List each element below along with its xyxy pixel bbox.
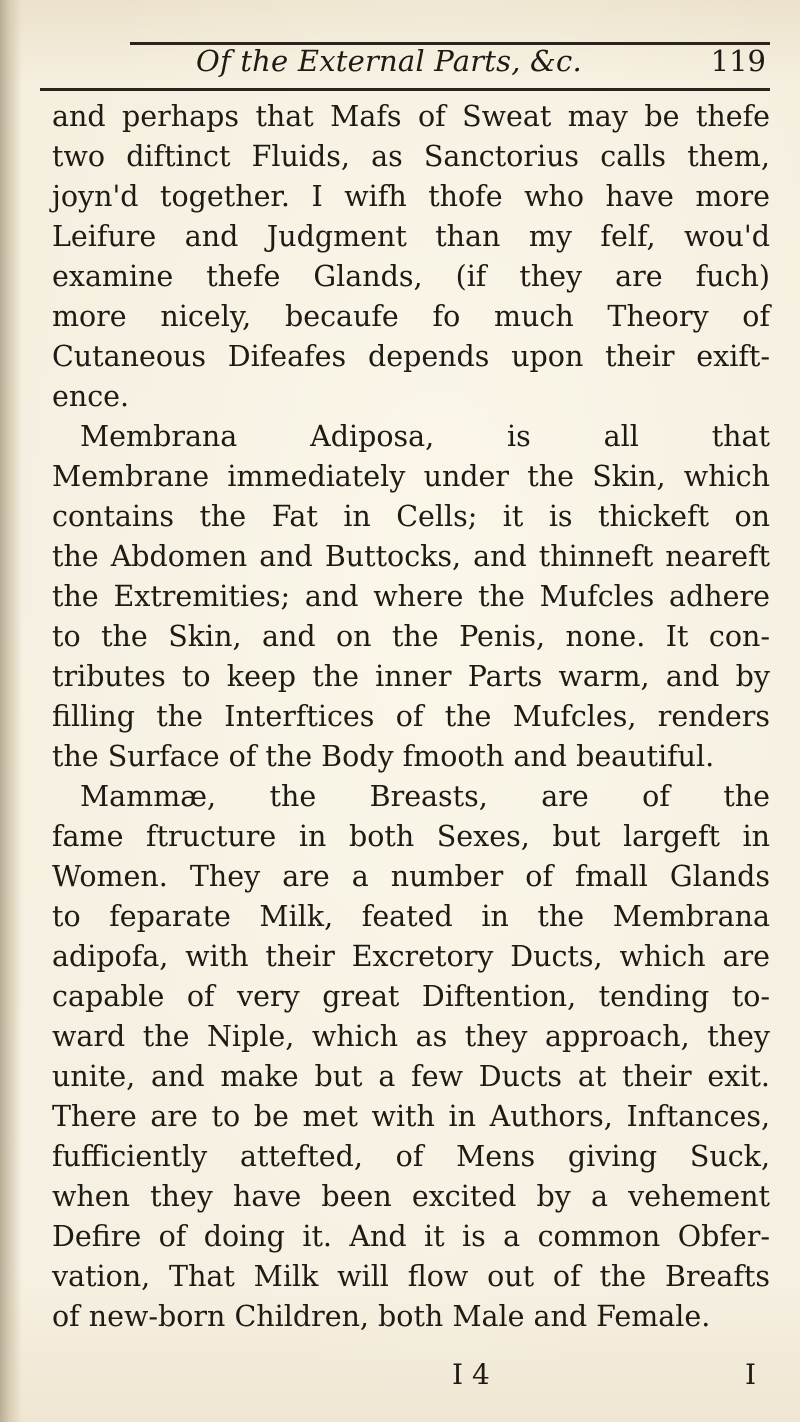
text-line: fufficiently attefted, of Mens giving Suck, xyxy=(52,1140,770,1173)
text-line: ward the Niple, which as they approach, they xyxy=(52,1020,770,1053)
paragraph-mammae: Mammæ, the Breasts, are of the xyxy=(80,780,770,813)
text-line: two diftinct Fluids, as Sanctorius calls them, xyxy=(52,140,770,173)
text-line: and perhaps that Mafs of Sweat may be thefe xyxy=(52,100,770,133)
text-line: Leifure and Judgment than my felf, wou'd xyxy=(52,220,770,253)
binding-gutter xyxy=(0,0,22,1422)
paragraph-membrana-adiposa: Membrana Adiposa, is all that xyxy=(80,420,770,453)
text-line: fame ftructure in both Sexes, but largeft in xyxy=(52,820,770,853)
text-line: adipofa, with their Excretory Ducts, which are xyxy=(52,940,770,973)
text-line: vation, That Milk will flow out of the Breafts xyxy=(52,1260,770,1293)
text-line: when they have been excited by a vehement xyxy=(52,1180,770,1213)
text-line: examine thefe Glands, (if they are fuch) xyxy=(52,260,770,293)
text-line: the Surface of the Body fmooth and beautiful. xyxy=(52,740,715,773)
text-line: ence. xyxy=(52,380,130,413)
text-line: contains the Fat in Cells; it is thickeft on xyxy=(52,500,770,533)
page-number: 119 xyxy=(710,44,766,78)
catchword: I xyxy=(744,1358,756,1391)
text-line: tributes to keep the inner Parts warm, and by xyxy=(52,660,770,693)
text-line: to feparate Milk, feated in the Membrana xyxy=(52,900,770,933)
text-line: filling the Interftices of the Mufcles, renders xyxy=(52,700,770,733)
text-line: unite, and make but a few Ducts at their exit. xyxy=(52,1060,770,1093)
text-line: the Abdomen and Buttocks, and thinneft neareft xyxy=(52,540,770,573)
header-rule xyxy=(40,88,770,91)
text-line: joyn'd together. I wifh thofe who have more xyxy=(52,180,770,213)
text-line: Defire of doing it. And it is a common Obfer- xyxy=(52,1220,770,1253)
text-line: more nicely, becaufe fo much Theory of xyxy=(52,300,770,333)
text-line: Cutaneous Difeafes depends upon their exift- xyxy=(52,340,770,373)
text-line: capable of very great Diftention, tending to- xyxy=(52,980,770,1013)
text-line: to the Skin, and on the Penis, none. It con- xyxy=(52,620,770,653)
running-title: Of the External Parts, &c. xyxy=(196,44,582,78)
text-line: There are to be met with in Authors, Inftances, xyxy=(52,1100,770,1133)
text-line: of new-born Children, both Male and Female. xyxy=(52,1300,711,1333)
text-line: Women. They are a number of fmall Glands xyxy=(52,860,770,893)
text-line: the Extremities; and where the Mufcles adhere xyxy=(52,580,770,613)
signature-mark: I 4 xyxy=(452,1358,490,1391)
text-line: Membrane immediately under the Skin, which xyxy=(52,460,770,493)
